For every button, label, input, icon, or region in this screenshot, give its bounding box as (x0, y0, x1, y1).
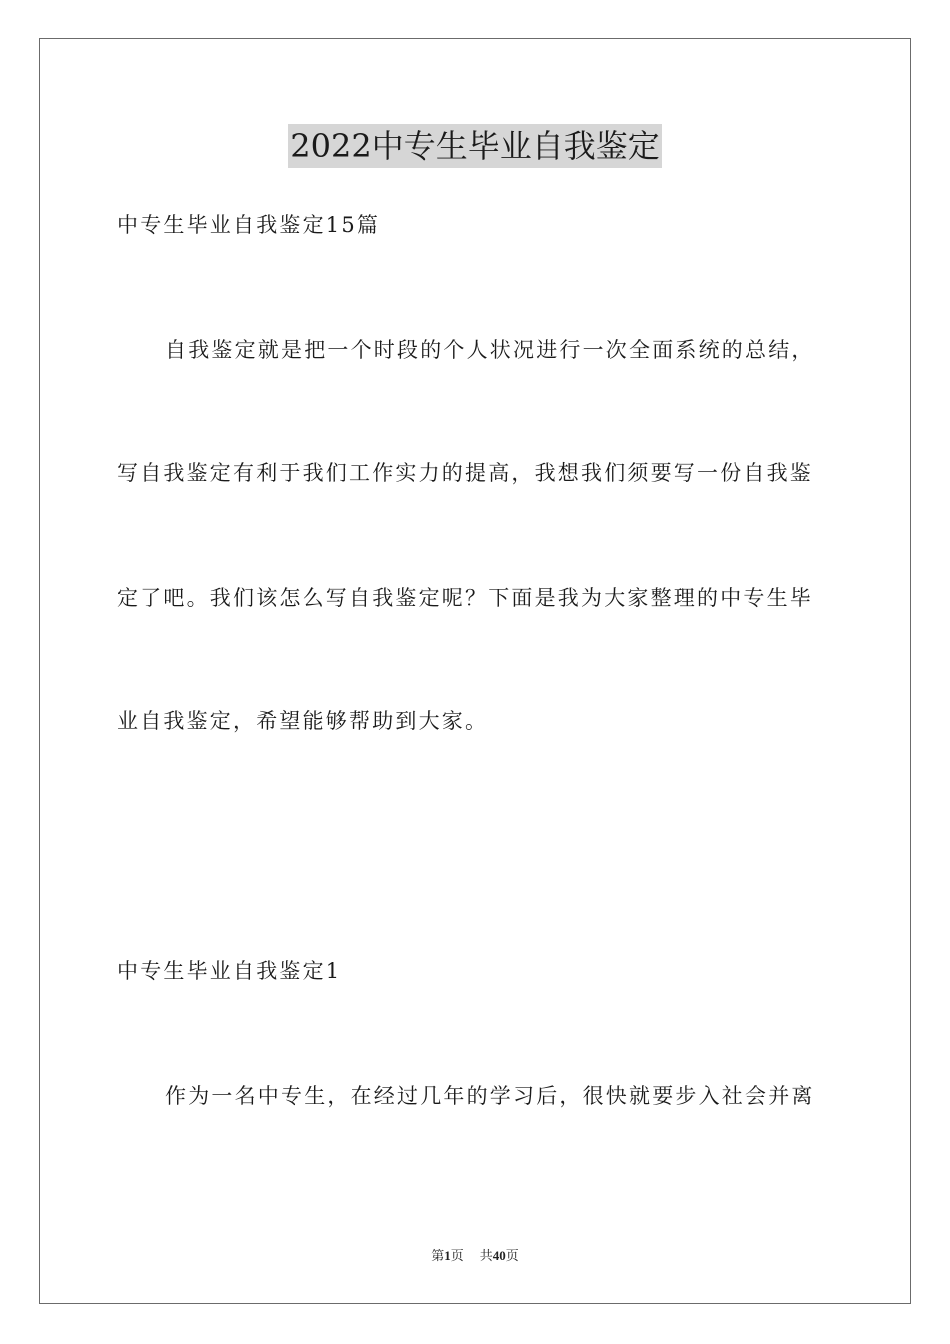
document-subtitle: 中专生毕业自我鉴定15篇 (117, 213, 381, 237)
total-suffix: 页 (505, 1248, 519, 1263)
page-suffix: 页 (450, 1248, 464, 1263)
document-title-highlight: 2022中专生毕业自我鉴定 (288, 124, 661, 168)
intro-line-1: 自我鉴定就是把一个时段的个人状况进行一次全面系统的总结， (165, 338, 815, 362)
total-page-count: 40 (492, 1248, 506, 1263)
intro-line-2: 写自我鉴定有利于我们工作实力的提高，我想我们须要写一份自我鉴 (117, 461, 813, 485)
document-title-heading (0, 124, 950, 168)
page-prefix: 第 (431, 1248, 445, 1263)
section-heading: 中专生毕业自我鉴定1 (117, 959, 342, 983)
current-page-number: 1 (444, 1248, 451, 1263)
intro-line-3: 定了吧。我们该怎么写自我鉴定呢？下面是我为大家整理的中专生毕 (117, 586, 813, 610)
total-prefix: 共 (479, 1248, 493, 1263)
section-paragraph-line-1: 作为一名中专生，在经过几年的学习后，很快就要步入社会并离 (165, 1084, 815, 1108)
intro-line-4: 业自我鉴定，希望能够帮助到大家。 (117, 709, 489, 733)
page-footer (0, 1246, 950, 1266)
